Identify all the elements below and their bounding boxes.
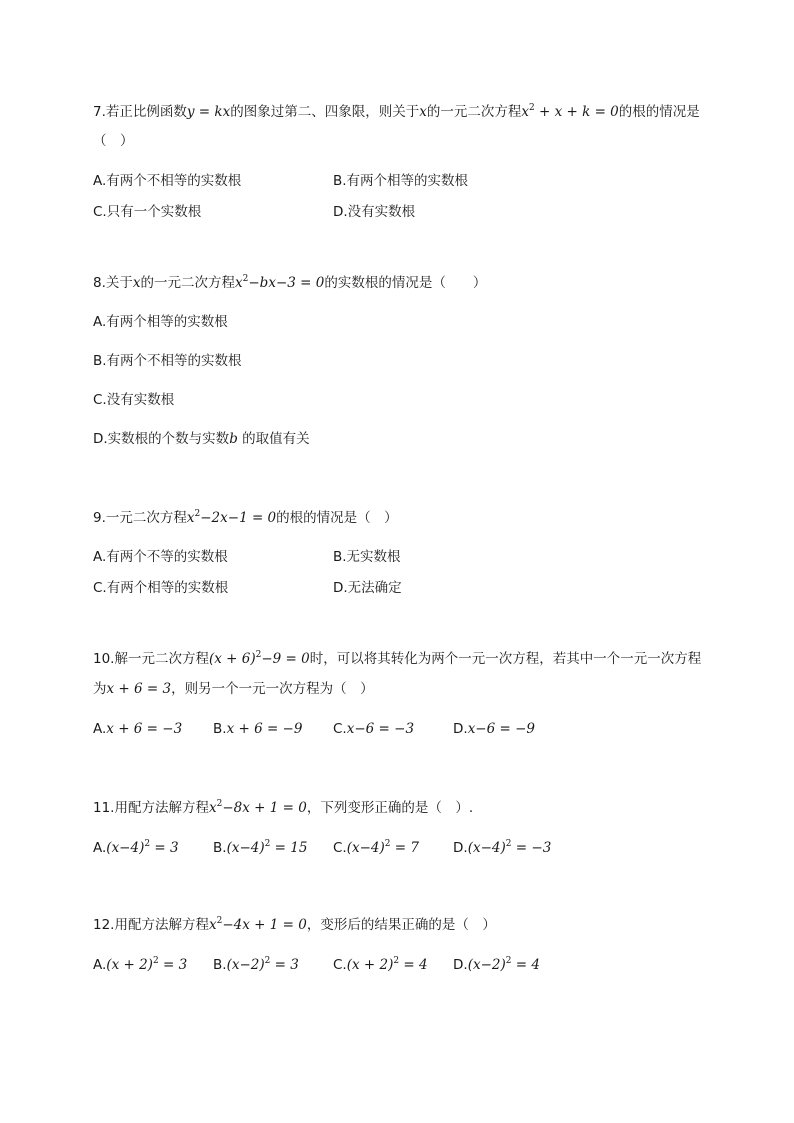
q9-equation: −2x−1 = 0 — [200, 510, 277, 526]
q12-option-d: $D.(x-2)^2 = 4$ — [453, 955, 540, 973]
q7-option-b: B.有两个相等的实数根 — [333, 173, 469, 189]
q11-option-a: $A.(x-4)^2 = 3$ — [93, 838, 179, 856]
q12-equation: −4x + 1 = 0 — [222, 917, 307, 933]
q8-option-c: C.没有实数根 — [93, 392, 175, 408]
q10-stem-line2: 为x + 6 = 3，则另一个一元一次方程为（ ） — [93, 681, 374, 697]
q7-eq1: y = kx — [186, 104, 231, 120]
q8-stem: 8.关于x的一元二次方程$x^2-bx-3 = 0$的实数根的情况是（ ） — [93, 273, 487, 291]
q7-option-c: C.只有一个实数根 — [93, 204, 202, 220]
q9-option-d: D.无法确定 — [333, 580, 402, 596]
q8-option-d: D.实数根的个数与实数b 的取值有关 — [93, 431, 310, 447]
q10-option-b: B.x + 6 = −9 — [213, 721, 303, 737]
q10-option-c: C.x−6 = −3 — [333, 721, 415, 737]
q9-option-c: C.有两个相等的实数根 — [93, 580, 229, 596]
q8-option-a: A.有两个相等的实数根 — [93, 314, 228, 330]
q10-option-d: D.x−6 = −9 — [453, 721, 535, 737]
q12-option-b: $B.(x-2)^2 = 3$ — [213, 955, 299, 973]
q11-option-b: $B.(x-4)^2 = 15$ — [213, 838, 308, 856]
q11-option-c: $C.(x-4)^2 = 7$ — [333, 838, 419, 856]
q9-option-a: A.有两个不等的实数根 — [93, 549, 228, 565]
q8-option-b: B.有两个不相等的实数根 — [93, 353, 242, 369]
q11-stem: 11.用配方法解方程$x^2-8x + 1 = 0$，下列变形正确的是（ ）. — [93, 798, 474, 816]
q7-option-a: A.有两个不相等的实数根 — [93, 173, 242, 189]
q8-equation: −bx−3 = 0 — [248, 275, 325, 291]
q9-stem: 9.一元二次方程$x^2-2x-1 = 0$的根的情况是（ ） — [93, 508, 398, 526]
q10-stem-line1: 10.解一元二次方程$(x + 6)^2-9 = 0$时，可以将其转化为两个一元一次方程，若其中一个一元一次方程 — [93, 649, 702, 667]
q10-equation: −9 = 0 — [261, 651, 310, 667]
q7-option-d: D.没有实数根 — [333, 204, 416, 220]
q11-option-d: $D.(x-4)^2 = -3$ — [453, 838, 552, 856]
q7-eq2: + x + k = 0 — [534, 104, 619, 120]
q10-option-a: A.x + 6 = −3 — [93, 721, 183, 737]
q12-option-c: $C.(x + 2)^2 = 4$ — [333, 955, 428, 973]
q7-answer-bracket: （ ） — [93, 133, 134, 149]
q11-equation: −8x + 1 = 0 — [222, 800, 307, 816]
q7-stem: 7.若正比例函数y = kx的图象过第二、四象限，则关于x的一元二次方程$x^2 + x + k = 0$的根的情况是 — [93, 102, 700, 120]
q9-option-b: B.无实数根 — [333, 549, 401, 565]
q12-stem: 12.用配方法解方程$x^2-4x + 1 = 0$，变形后的结果正确的是（ ） — [93, 915, 496, 933]
q12-option-a: $A.(x + 2)^2 = 3$ — [93, 955, 188, 973]
